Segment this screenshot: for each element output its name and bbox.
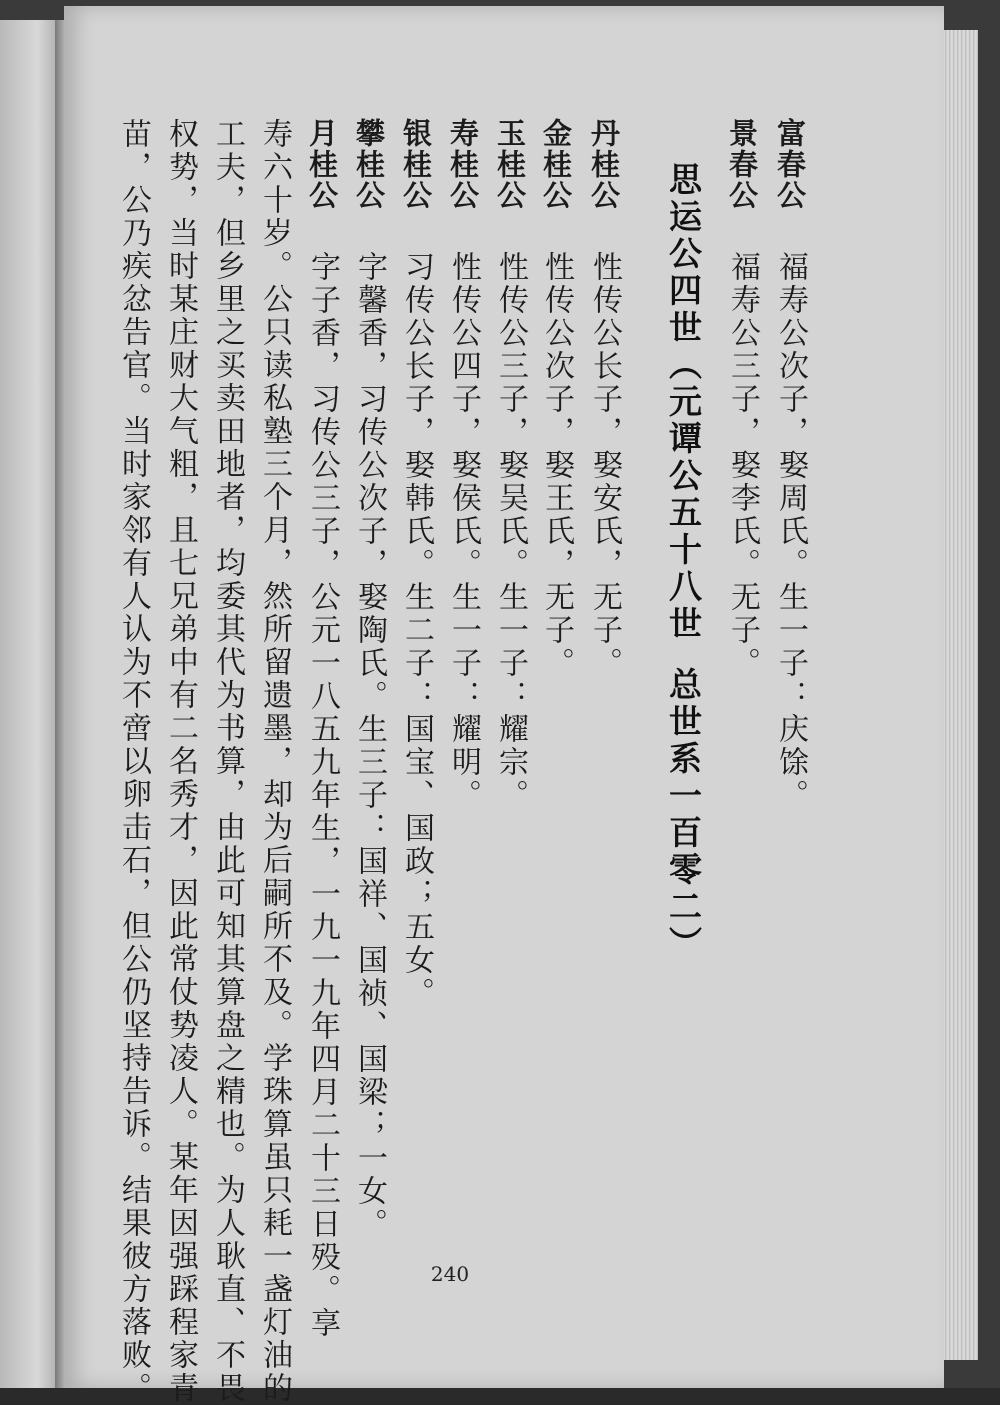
entry-yuegui: [302, 118, 342, 1340]
section-heading: [662, 162, 704, 963]
entry-name: 景春公: [725, 118, 759, 211]
heading-main: 思运公四世: [664, 162, 703, 347]
entry-text: 福寿公三子，娶李氏。无子。: [725, 251, 760, 680]
entry-jingchun: [722, 118, 762, 680]
entry-name: 攀桂公: [352, 118, 386, 211]
entry-name: 富春公: [773, 118, 807, 211]
paragraph-line: 寿六十岁。公只读私塾三个月，然所留遗墨，却为后嗣所不及。学珠算虽只耗一盏灯油的: [257, 118, 292, 1405]
entry-text: 字馨香，习传公次子，娶陶氏。生三子：国祥、国祯、国梁；一女。: [352, 251, 387, 1241]
entry-text: 性传公次子，娶王氏，无子。: [539, 251, 574, 680]
paragraph-line: 苗，公乃疾忿告官。当时家邻有人认为不啻以卵击石，但公仍坚持告诉。结果彼方落败。: [116, 118, 151, 1405]
entry-shougui: [443, 118, 483, 812]
heading-total: 总世系一百零二）: [664, 667, 703, 963]
heading-sub: （元谭公五十八世: [664, 347, 703, 643]
entry-name: 玉桂公: [493, 118, 527, 211]
paragraph-line: 工夫，但乡里之买卖田地者，均委其代为书算，由此可知其算盘之精也。为人耿直、不畏: [210, 118, 245, 1405]
entry-name: 金桂公: [539, 118, 573, 211]
entry-yugui: [490, 118, 530, 812]
entry-dangui: [584, 118, 624, 680]
entry-text: 福寿公次子，娶周氏。生一子：庆馀。: [773, 251, 808, 812]
page-number: 240: [430, 1262, 470, 1286]
entry-name: 寿桂公: [446, 118, 480, 211]
entry-jingui: [536, 118, 576, 680]
entry-text: 性传公四子，娶侯氏。生一子：耀明。: [446, 251, 481, 812]
entry-name: 银桂公: [399, 118, 433, 211]
entry-text: 习传公长子，娶韩氏。生二子：国宝、国政；五女。: [399, 251, 434, 1010]
entry-name: 月桂公: [305, 118, 339, 211]
entry-yingui: [396, 118, 436, 1010]
page-stack-edge: [938, 30, 978, 1360]
left-page-edge: [0, 20, 62, 1388]
paragraph-line: 权势，当时某庄财大气粗，且七兄弟中有二名秀才，因此常仗势凌人。某年因强踩程家青: [163, 118, 198, 1405]
entry-fuchun: [770, 118, 810, 812]
entry-text: 性传公三子，娶吴氏。生一子：耀宗。: [493, 251, 528, 812]
entry-text: 字子香，习传公三子，公元一八五九年生，一九一九年四月二十三日殁。享: [305, 251, 340, 1340]
entry-name: 丹桂公: [587, 118, 621, 211]
entry-text: 性传公长子，娶安氏，无子。: [587, 251, 622, 680]
entry-pangui: [349, 118, 389, 1241]
